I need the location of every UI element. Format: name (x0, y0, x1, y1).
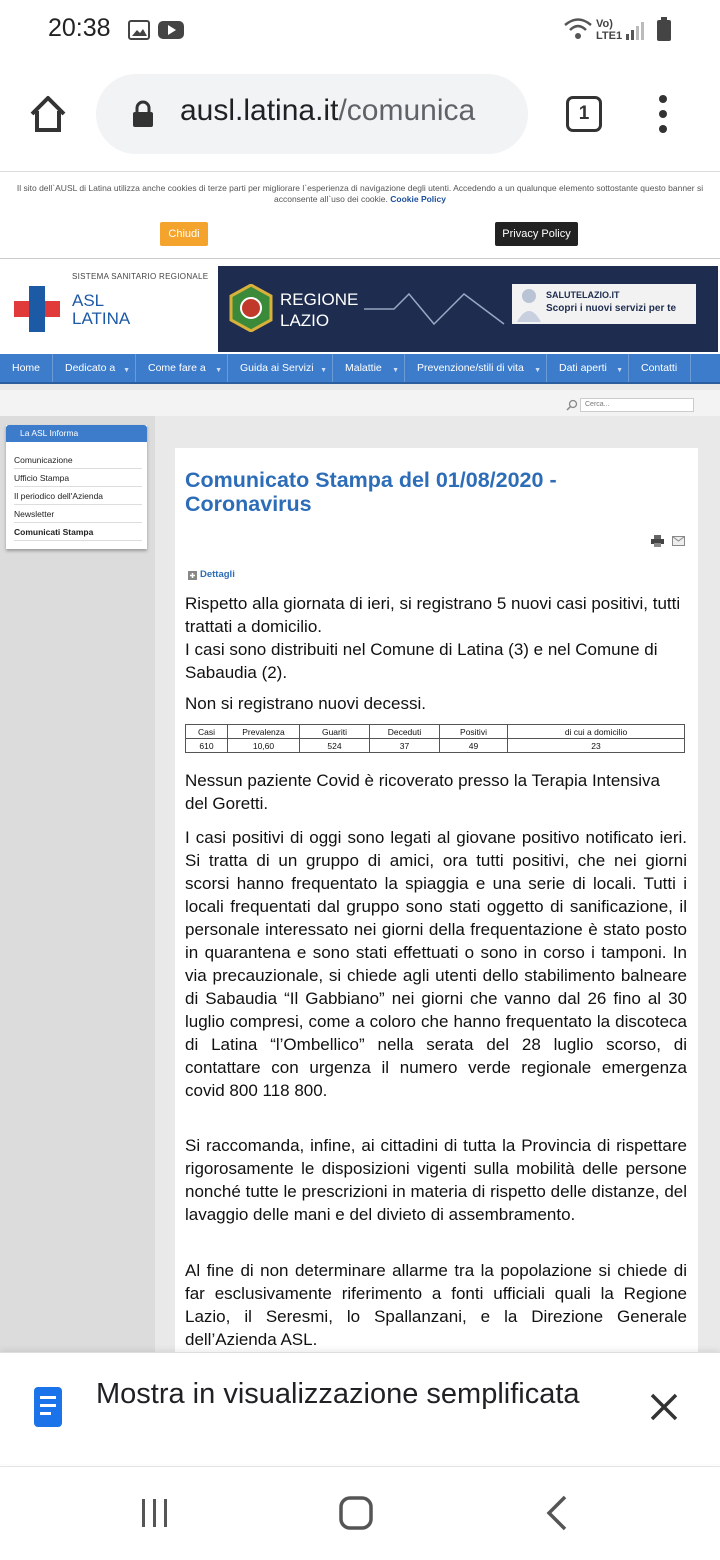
system-nav-bar (0, 1466, 720, 1560)
gallery-icon (128, 20, 150, 40)
home-icon[interactable] (28, 94, 68, 134)
nav-malattie[interactable] (333, 354, 405, 382)
paragraph-3: Nessun paziente Covid è ricoverato presso la Terapia Intensiva del Goretti. (185, 771, 661, 813)
chevron-down-icon: ▼ (616, 367, 623, 374)
document-icon (34, 1387, 62, 1427)
status-bar (0, 0, 720, 62)
regione-lazio-label (280, 289, 358, 331)
table-row (186, 739, 685, 753)
chevron-down-icon: ▼ (215, 367, 222, 374)
address-bar[interactable] (96, 74, 528, 154)
banner-decoration (364, 284, 514, 334)
table-cell: 524 (300, 739, 370, 753)
sidebar-item-periodico[interactable]: Il periodico dell'Azienda (14, 487, 142, 505)
asl-title[interactable] (72, 292, 130, 328)
salutelazio-ad[interactable] (512, 284, 696, 324)
search-input[interactable]: Cerca... (580, 398, 694, 412)
paragraph-1b-text: I casi sono distribuiti nel Comune di Latina (3) e nel Comune di Sabaudia (2). (185, 640, 658, 682)
regione-line2: LAZIO (280, 311, 330, 330)
table-header: Prevalenza (228, 725, 300, 739)
table-header: di cui a domicilio (508, 725, 685, 739)
chevron-down-icon: ▼ (534, 367, 541, 374)
close-cookie-button[interactable]: Chiudi (160, 222, 208, 246)
article (175, 448, 698, 1352)
main-nav (0, 354, 720, 384)
details-toggle[interactable]: Dettagli (200, 569, 235, 580)
cookie-banner (0, 173, 720, 259)
chevron-down-icon: ▼ (392, 367, 399, 374)
print-icon[interactable] (651, 535, 664, 547)
nav-come-fare-a[interactable] (136, 354, 228, 382)
salute-tagline: Scopri i nuovi servizi per te (546, 303, 677, 314)
recent-apps-icon[interactable] (140, 1497, 170, 1529)
search-row (0, 390, 720, 416)
sidebar-menu (6, 425, 147, 549)
nav-contatti-label: Contatti (641, 362, 678, 374)
url-text[interactable] (180, 94, 510, 128)
table-cell: 49 (440, 739, 508, 753)
asl-cross-logo[interactable] (14, 286, 60, 332)
back-icon[interactable] (545, 1495, 569, 1531)
covid-stats-table (185, 724, 685, 753)
asl-title-line2: LATINA (72, 309, 131, 328)
nav-dati-aperti[interactable] (547, 354, 629, 382)
nav-dedicato-a[interactable] (53, 354, 136, 382)
table-header: Casi (186, 725, 228, 739)
regione-lazio-emblem (228, 284, 274, 332)
table-header: Guariti (300, 725, 370, 739)
search-icon[interactable] (566, 399, 578, 411)
nav-come-fare-label: Come fare a (148, 362, 206, 374)
simplified-view-prompt[interactable] (0, 1352, 720, 1464)
sidebar-item-comunicazione[interactable]: Comunicazione (14, 451, 142, 469)
close-icon[interactable] (650, 1393, 678, 1421)
table-cell: 23 (508, 739, 685, 753)
expand-icon[interactable] (188, 571, 197, 580)
browser-toolbar (0, 62, 720, 172)
wifi-icon (563, 17, 593, 41)
clock: 20:38 (48, 14, 111, 42)
table-header-row (186, 725, 685, 739)
article-title: Comunicato Stampa del 01/08/2020 - Coronavirus (185, 468, 557, 516)
simplified-view-label[interactable]: Mostra in visualizzazione semplificata (96, 1378, 580, 1410)
youtube-icon (158, 21, 184, 39)
network-label: Vo) LTE1 (596, 18, 623, 42)
paragraph-5: Si raccomanda, infine, ai cittadini di tutta la Provincia di rispettare rigorosamente le disposizioni vigenti sulla mobilità delle persone nonché tutte le prescrizioni in materia di rispetto delle distanze, del lavaggio delle mani e del divieto di assembramento. (185, 1136, 687, 1224)
more-menu-icon[interactable] (656, 94, 670, 134)
paragraph-2: Non si registrano nuovi decessi. (185, 694, 426, 713)
tab-switcher-button[interactable]: 1 (566, 96, 602, 132)
left-column (0, 416, 155, 1352)
nav-guida-servizi[interactable] (228, 354, 333, 382)
sidebar-item-ufficio-stampa[interactable]: Ufficio Stampa (14, 469, 142, 487)
regione-lazio-banner[interactable] (218, 266, 718, 352)
table-cell: 610 (186, 739, 228, 753)
paragraph-1 (185, 592, 687, 684)
nav-prevenzione-label: Prevenzione/stili di vita (417, 362, 524, 374)
table-cell: 10,60 (228, 739, 300, 753)
webpage (0, 260, 720, 1352)
battery-icon (657, 17, 671, 41)
cookie-notice (6, 183, 714, 205)
sidebar-item-newsletter[interactable]: Newsletter (14, 505, 142, 523)
doctor-icon (514, 286, 544, 322)
signal-icon (626, 20, 646, 40)
nav-prevenzione[interactable] (405, 354, 547, 382)
site-header (0, 260, 720, 354)
nav-malattie-label: Malattie (345, 362, 382, 374)
nav-dedicato-label: Dedicato a (65, 362, 116, 374)
chevron-down-icon: ▼ (123, 367, 130, 374)
cookie-policy-link[interactable]: Cookie Policy (390, 194, 446, 204)
email-icon[interactable] (672, 536, 685, 546)
sidebar-heading: La ASL Informa (6, 425, 147, 442)
paragraph-1-text: Rispetto alla giornata di ieri, si registrano 5 nuovi casi positivi, tutti trattati a domicilio. (185, 594, 681, 636)
asl-title-line1: ASL (72, 291, 105, 310)
chevron-down-icon: ▼ (320, 367, 327, 374)
regione-line1: REGIONE (280, 290, 359, 309)
nav-dati-label: Dati aperti (559, 362, 607, 374)
salute-site: SALUTELAZIO.IT (546, 290, 620, 300)
url-host: ausl.latina.it (180, 94, 339, 127)
url-path: /comunica (338, 94, 476, 127)
nav-home[interactable] (0, 354, 53, 382)
asl-subtitle: SISTEMA SANITARIO REGIONALE (72, 272, 209, 281)
home-button-icon[interactable] (338, 1495, 374, 1531)
cookie-text: Il sito dell`AUSL di Latina utilizza anche cookies di terze parti per migliorare l`esperienza di navigazione degli utenti. Accedendo a un qualunque elemento sottostante questo banner si acconsente all`uso dei cookie. (16, 183, 704, 204)
table-header: Positivi (440, 725, 508, 739)
paragraph-4: I casi positivi di oggi sono legati al giovane positivo notificato ieri. Si tratta di un gruppo di amici, ora tutti positivi, che nei giorni scorsi hanno frequentato la spiaggia e una serie di locali. Tutti i locali frequentati dal gruppo sono stati oggetto di sanificazione, il personale interessato nei giorni della frequentazione è stato posto in quarantena e sono stati effettuati o sono in corso i tamponi. In via precauzionale, si chiede agli utenti dello stabilimento balneare di Sabaudia “Il Gabbiano” nei giorni che vanno dal 26 fino al 30 luglio compresi, come a coloro che hanno frequentato la discoteca di Latina “l’Ombellico” nella serata del 28 luglio scorso, di contattare con urgenza il numero verde regionale emergenza covid 800 118 800. (185, 828, 687, 1100)
privacy-policy-button[interactable]: Privacy Policy (495, 222, 578, 246)
table-header: Deceduti (370, 725, 440, 739)
nav-contatti[interactable] (629, 354, 691, 382)
nav-home-label: Home (12, 362, 41, 374)
sidebar-item-comunicati-stampa[interactable]: Comunicati Stampa (14, 523, 142, 541)
table-cell: 37 (370, 739, 440, 753)
paragraph-6: Al fine di non determinare allarme tra la popolazione si chiede di far esclusivamente riferimento a fonti ufficiali quali la Regione Lazio, il Seresmi, lo Spallanzani, e la Direzione Generale dell’Azienda ASL. (185, 1261, 687, 1349)
lock-icon[interactable] (132, 100, 154, 128)
nav-guida-label: Guida ai Servizi (240, 362, 314, 374)
